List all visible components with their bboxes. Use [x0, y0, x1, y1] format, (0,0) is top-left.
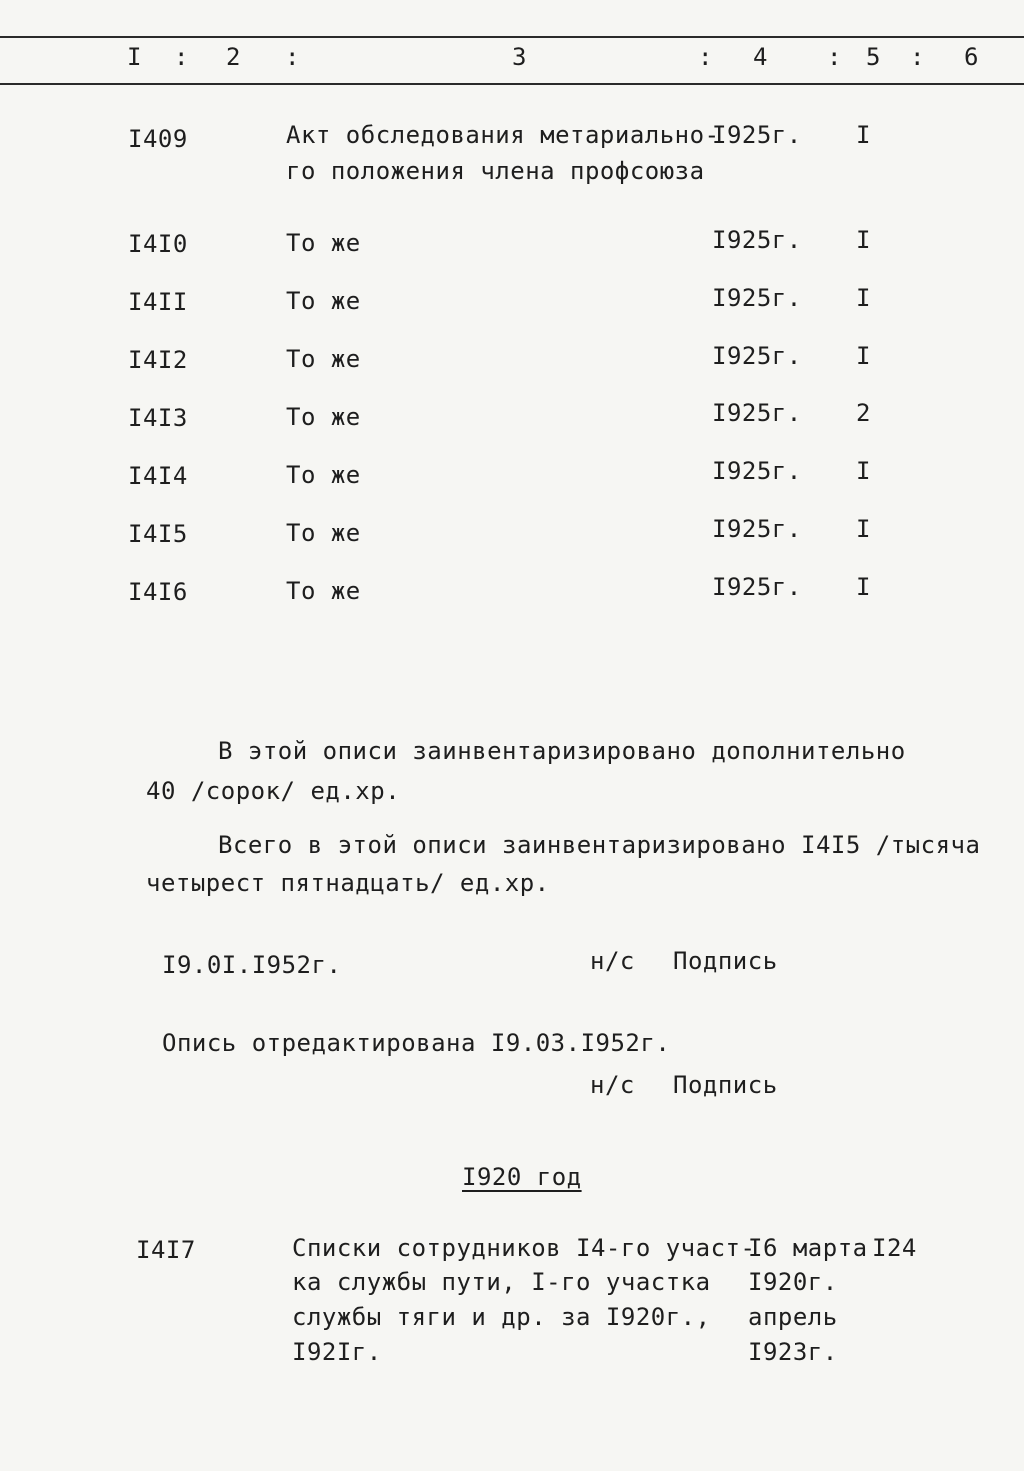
- header-sep: :: [698, 43, 713, 71]
- row-date: I925г.: [712, 457, 802, 485]
- section-year-heading: I920 год: [462, 1163, 582, 1191]
- header-col-1: I: [127, 43, 142, 71]
- row-sheets: I: [856, 457, 871, 485]
- row-sheets: I: [856, 226, 871, 254]
- row-number: I409: [128, 125, 188, 153]
- row-sheets: I24: [872, 1234, 917, 1262]
- row-title: То же: [286, 229, 361, 257]
- header-sep: :: [174, 43, 189, 71]
- row-date: I6 марта: [748, 1234, 868, 1262]
- row-title: То же: [286, 287, 361, 315]
- row-number: I4II: [128, 288, 188, 316]
- row-date: I925г.: [712, 399, 802, 427]
- row-title: Списки сотрудников I4-го участ-: [292, 1234, 756, 1262]
- row-sheets: I: [856, 121, 871, 149]
- row-number: I4I2: [128, 346, 188, 374]
- signature-label: Подпись: [673, 1071, 778, 1099]
- row-date: I923г.: [748, 1338, 838, 1366]
- header-col-2: 2: [226, 43, 241, 71]
- row-number: I4I3: [128, 404, 188, 432]
- header-col-6: 6: [964, 43, 979, 71]
- row-title: го положения члена профсоюза: [286, 157, 705, 185]
- row-title: То же: [286, 577, 361, 605]
- header-top-rule: [0, 36, 1024, 38]
- signature-ns: н/с: [590, 1071, 635, 1099]
- row-date: I925г.: [712, 121, 802, 149]
- edited-note: Опись отредактирована I9.03.I952г.: [162, 1029, 671, 1057]
- row-date: апрель: [748, 1303, 838, 1331]
- row-number: I4I0: [128, 230, 188, 258]
- row-date: I920г.: [748, 1268, 838, 1296]
- header-sep: :: [285, 43, 300, 71]
- row-title: То же: [286, 519, 361, 547]
- row-date: I925г.: [712, 573, 802, 601]
- row-title: I92Iг.: [292, 1338, 382, 1366]
- row-sheets: I: [856, 342, 871, 370]
- row-sheets: I: [856, 515, 871, 543]
- header-bottom-rule: [0, 83, 1024, 85]
- summary-paragraph-2: Всего в этой описи заинвентаризировано I4I5 /тысяча: [218, 831, 981, 859]
- row-number: I4I4: [128, 462, 188, 490]
- summary-paragraph-1: 40 /сорок/ ед.хр.: [146, 777, 401, 805]
- row-date: I925г.: [712, 284, 802, 312]
- row-title: То же: [286, 345, 361, 373]
- row-title: То же: [286, 403, 361, 431]
- signature-label: Подпись: [673, 947, 778, 975]
- row-sheets: 2: [856, 399, 871, 427]
- header-sep: :: [910, 43, 925, 71]
- compiled-date: I9.0I.I952г.: [162, 951, 342, 979]
- row-title: ка службы пути, I-го участка: [292, 1268, 711, 1296]
- row-number: I4I7: [136, 1236, 196, 1264]
- row-number: I4I6: [128, 578, 188, 606]
- row-date: I925г.: [712, 226, 802, 254]
- row-title: Акт обследования метариально-: [286, 121, 720, 149]
- row-number: I4I5: [128, 520, 188, 548]
- signature-ns: н/с: [590, 947, 635, 975]
- row-date: I925г.: [712, 515, 802, 543]
- row-date: I925г.: [712, 342, 802, 370]
- row-sheets: I: [856, 573, 871, 601]
- row-title: То же: [286, 461, 361, 489]
- summary-paragraph-1: В этой описи заинвентаризировано дополнительно: [218, 737, 906, 765]
- row-sheets: I: [856, 284, 871, 312]
- header-col-3: 3: [512, 43, 527, 71]
- header-col-4: 4: [753, 43, 768, 71]
- header-col-5: 5: [866, 43, 881, 71]
- header-sep: :: [827, 43, 842, 71]
- summary-paragraph-2: четырест пятнадцать/ ед.хр.: [146, 869, 550, 897]
- row-title: службы тяги и др. за I920г.,: [292, 1303, 711, 1331]
